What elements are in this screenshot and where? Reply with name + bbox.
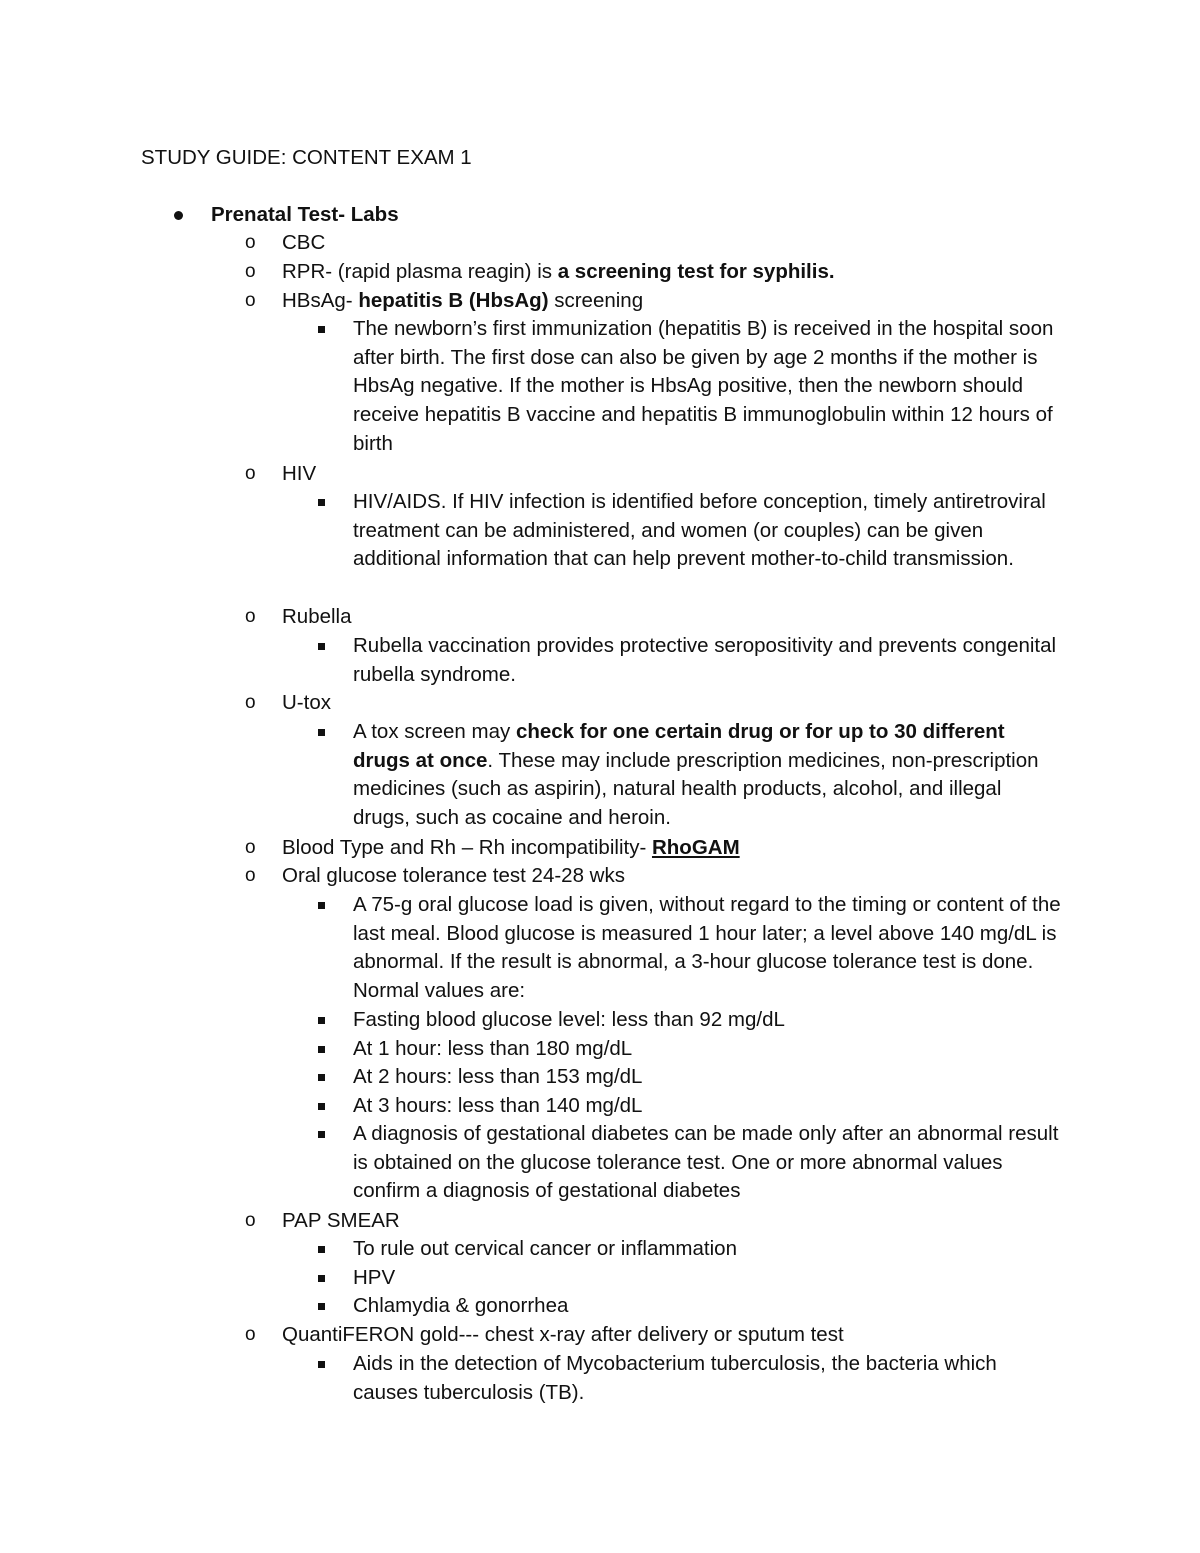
circle-bullet-icon: o — [245, 837, 256, 858]
circle-bullet-icon: o — [245, 290, 256, 311]
rpr-text: RPR- (rapid plasma reagin) is — [282, 260, 558, 283]
item-blood-type — [282, 834, 740, 863]
ogtt-3hours: At 3 hours: less than 140 mg/dL — [353, 1094, 643, 1117]
disc-bullet-icon — [174, 211, 183, 220]
square-bullet-icon — [318, 1246, 325, 1253]
quantiferon-detail: Aids in the detection of Mycobacterium tuberculosis, the bacteria which causes tuberculosis (TB). — [353, 1352, 997, 1404]
pap-hpv: HPV — [353, 1266, 396, 1289]
item-hiv: HIV — [282, 462, 317, 485]
item-quantiferon: QuantiFERON gold--- chest x-ray after delivery or sputum test — [282, 1323, 844, 1346]
utox-bold: check for one certain drug or for up to 30 different drugs at once — [353, 720, 1005, 772]
square-bullet-icon — [318, 1103, 325, 1110]
item-cbc: CBC — [282, 231, 326, 254]
square-bullet-icon — [318, 1131, 325, 1138]
rhogam-link[interactable]: RhoGAM — [651, 836, 740, 859]
ogtt-detail: A 75-g oral glucose load is given, without regard to the timing or content of the last meal. Blood glucose is measured 1 hour later; a level above 140 mg/dL is abnormal. If the result is abnormal, a 3-hour glucose tolerance test is done. Normal values are: — [353, 893, 1061, 1003]
circle-bullet-icon: o — [245, 692, 256, 713]
item-utox: U-tox — [282, 691, 331, 714]
square-bullet-icon — [318, 1017, 325, 1024]
utox-post: . These may include prescription medicines, non-prescription medicines (such as aspirin), natural health products, alcohol, and illegal drugs, such as cocaine and heroin. — [353, 748, 1039, 830]
square-bullet-icon — [318, 729, 325, 736]
square-bullet-icon — [318, 902, 325, 909]
item-rubella: Rubella — [282, 605, 352, 628]
hbsag-pre: HBsAg- — [282, 289, 359, 312]
hbsag-detail: The newborn’s first immunization (hepatitis B) is received in the hospital soon after birth. The first dose can also be given by age 2 months if the mother is HbsAg negative. If the mother is HbsAg positive, then the newborn should receive hepatitis B vaccine and hepatitis B immunoglobulin within 12 hours of birth — [353, 317, 1054, 455]
circle-bullet-icon: o — [245, 606, 256, 627]
circle-bullet-icon: o — [245, 463, 256, 484]
circle-bullet-icon: o — [245, 1210, 256, 1231]
utox-pre: A tox screen may — [353, 720, 516, 743]
circle-bullet-icon: o — [245, 232, 256, 253]
ogtt-2hours: At 2 hours: less than 153 mg/dL — [353, 1065, 643, 1088]
ogtt-diagnosis: A diagnosis of gestational diabetes can be made only after an abnormal result is obtained on the glucose tolerance test. One or more abnormal values confirm a diagnosis of gestational diabetes — [353, 1122, 1059, 1203]
pap-chlamydia: Chlamydia & gonorrhea — [353, 1294, 569, 1317]
pap-cervical: To rule out cervical cancer or inflammation — [353, 1237, 737, 1260]
square-bullet-icon — [318, 499, 325, 506]
circle-bullet-icon: o — [245, 1324, 256, 1345]
ogtt-fasting: Fasting blood glucose level: less than 92 mg/dL — [353, 1008, 785, 1031]
ogtt-1hour: At 1 hour: less than 180 mg/dL — [353, 1037, 633, 1060]
square-bullet-icon — [318, 1046, 325, 1053]
document-title: STUDY GUIDE: CONTENT EXAM 1 — [141, 146, 472, 169]
circle-bullet-icon: o — [245, 261, 256, 282]
square-bullet-icon — [318, 326, 325, 333]
utox-detail — [353, 718, 1063, 833]
item-ogtt: Oral glucose tolerance test 24-28 wks — [282, 864, 625, 887]
item-rpr — [282, 258, 835, 287]
hbsag-bold: hepatitis B (HbsAg) — [358, 289, 549, 312]
square-bullet-icon — [318, 643, 325, 650]
square-bullet-icon — [318, 1303, 325, 1310]
square-bullet-icon — [318, 1361, 325, 1368]
item-hbsag — [282, 287, 643, 316]
item-pap-smear: PAP SMEAR — [282, 1209, 400, 1232]
circle-bullet-icon: o — [245, 865, 256, 886]
rpr-bold: a screening test for syphilis. — [557, 260, 835, 283]
section-heading: Prenatal Test- Labs — [211, 203, 399, 226]
square-bullet-icon — [318, 1074, 325, 1081]
blood-type-text: Blood Type and Rh – Rh incompatibility- — [282, 836, 652, 859]
square-bullet-icon — [318, 1275, 325, 1282]
hiv-detail: HIV/AIDS. If HIV infection is identified before conception, timely antiretroviral treatment can be administered, and women (or couples) can be given additional information that can help prevent mother-to-child transmission. — [353, 490, 1046, 571]
rubella-detail: Rubella vaccination provides protective seropositivity and prevents congenital rubella syndrome. — [353, 634, 1057, 686]
hbsag-post: screening — [548, 289, 644, 312]
